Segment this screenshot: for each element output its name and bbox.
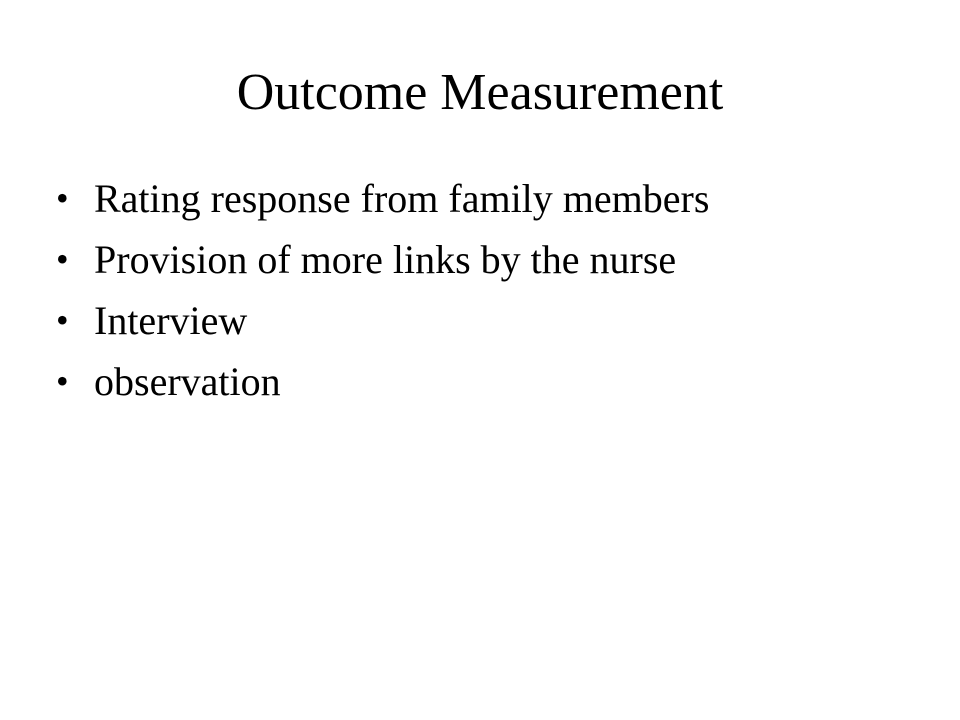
list-item <box>56 168 916 229</box>
bullet-icon: • <box>56 361 69 401</box>
list-item <box>56 229 916 290</box>
bullet-text: observation <box>94 359 281 404</box>
bullet-text: Interview <box>94 298 248 343</box>
bullet-text: Provision of more links by the nurse <box>94 237 677 282</box>
bullet-list <box>56 168 916 412</box>
bullet-icon: • <box>56 239 69 279</box>
slide-title: Outcome Measurement <box>236 64 724 121</box>
bullet-icon: • <box>56 300 69 340</box>
list-item <box>56 351 916 412</box>
bullet-text: Rating response from family members <box>94 176 710 221</box>
bullet-icon: • <box>56 178 69 218</box>
list-item <box>56 290 916 351</box>
